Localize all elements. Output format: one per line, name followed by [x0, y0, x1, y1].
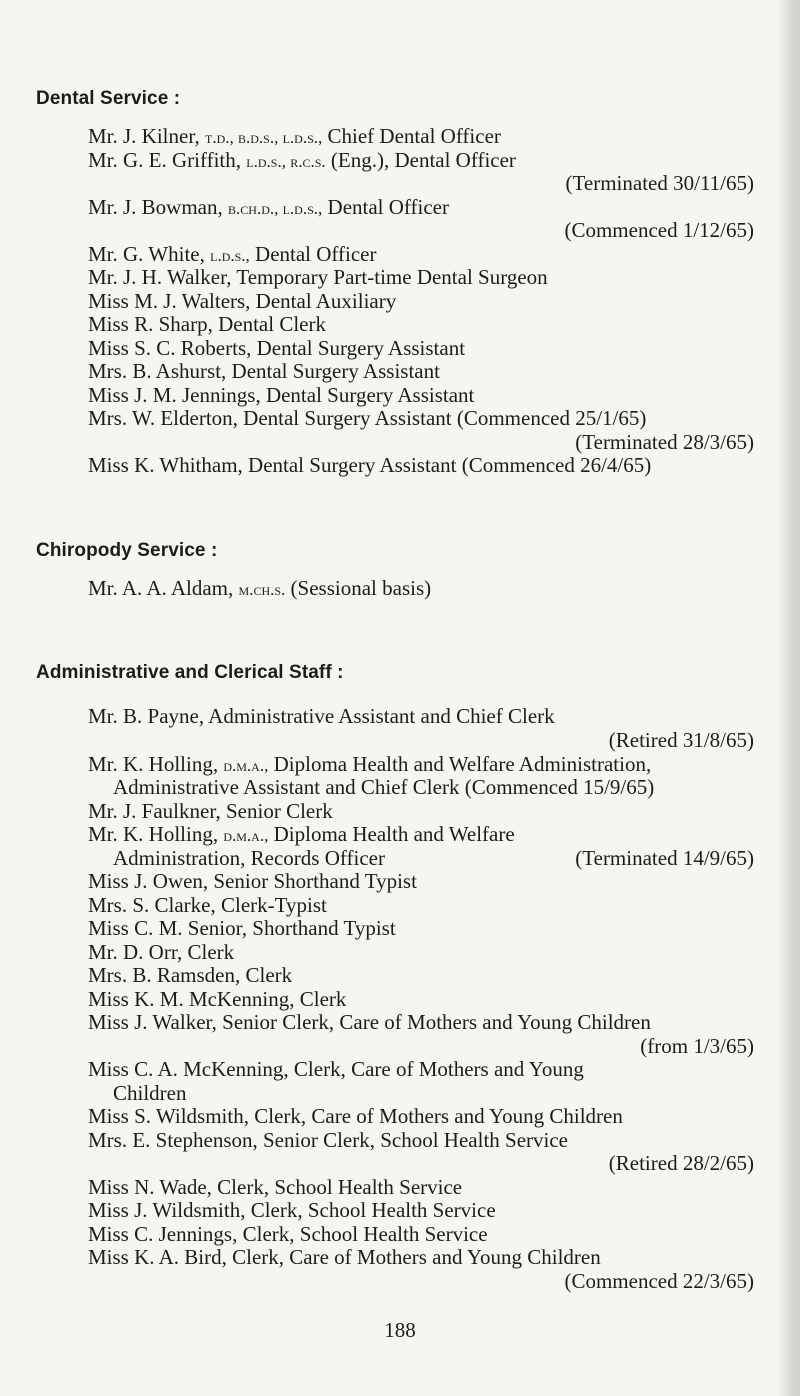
staff-line: Mrs. S. Clarke, Clerk-Typist	[88, 893, 327, 917]
staff-line: Miss K. Whitham, Dental Surgery Assistant (Commenced 26/4/65)	[88, 453, 652, 477]
staff-line: Mr. B. Payne, Administrative Assistant and Chief Clerk	[88, 704, 555, 728]
chiropody-service-heading: Chiropody Service :	[36, 540, 218, 561]
staff-line: Miss K. A. Bird, Clerk, Care of Mothers and Young Children	[88, 1245, 601, 1269]
staff-note: (Commenced 1/12/65)	[564, 218, 754, 242]
staff-line: Miss N. Wade, Clerk, School Health Service	[88, 1175, 463, 1199]
staff-line: Mr. J. Bowman, b.ch.d., l.d.s., Dental Officer	[88, 195, 449, 219]
staff-line: Mrs. W. Elderton, Dental Surgery Assistant (Commenced 25/1/65)	[88, 406, 647, 430]
staff-line: Miss J. Walker, Senior Clerk, Care of Mothers and Young Children	[88, 1010, 651, 1034]
staff-line: Mr. J. Faulkner, Senior Clerk	[88, 799, 333, 823]
staff-line: Miss J. Owen, Senior Shorthand Typist	[88, 869, 417, 893]
staff-line: Miss M. J. Walters, Dental Auxiliary	[88, 289, 397, 313]
staff-line: Miss S. Wildsmith, Clerk, Care of Mothers and Young Children	[88, 1104, 623, 1128]
page-number: 188	[384, 1318, 416, 1342]
staff-line-continued: Administrative Assistant and Chief Clerk (Commenced 15/9/65)	[113, 775, 655, 799]
staff-line: Miss R. Sharp, Dental Clerk	[88, 312, 326, 336]
staff-line: Mrs. B. Ramsden, Clerk	[88, 963, 293, 987]
staff-line: Miss C. M. Senior, Shorthand Typist	[88, 916, 396, 940]
staff-line: Miss C. Jennings, Clerk, School Health Service	[88, 1222, 488, 1246]
staff-line: Miss S. C. Roberts, Dental Surgery Assistant	[88, 336, 466, 360]
staff-line-continued: Administration, Records Officer	[113, 846, 385, 870]
staff-line-continued: Children	[113, 1081, 187, 1105]
staff-note: (Retired 31/8/65)	[608, 728, 754, 752]
staff-line: Mrs. E. Stephenson, Senior Clerk, School Health Service	[88, 1128, 569, 1152]
staff-line: Miss C. A. McKenning, Clerk, Care of Mothers and Young	[88, 1057, 584, 1081]
staff-line: Mr. J. H. Walker, Temporary Part-time Dental Surgeon	[88, 265, 548, 289]
staff-note: (Retired 28/2/65)	[608, 1151, 754, 1175]
staff-note: (Terminated 30/11/65)	[565, 171, 754, 195]
staff-line: Miss J. M. Jennings, Dental Surgery Assistant	[88, 383, 475, 407]
staff-line: Mr. G. E. Griffith, l.d.s., r.c.s. (Eng.), Dental Officer	[88, 148, 516, 172]
staff-line: Miss K. M. McKenning, Clerk	[88, 987, 347, 1011]
staff-line: Mr. K. Holling, d.m.a., Diploma Health and Welfare	[88, 822, 515, 846]
staff-note: (Commenced 22/3/65)	[564, 1269, 754, 1293]
staff-line: Mr. D. Orr, Clerk	[88, 940, 235, 964]
staff-line: Mr. A. A. Aldam, m.ch.s. (Sessional basis)	[88, 576, 432, 600]
staff-line: Mr. K. Holling, d.m.a., Diploma Health and Welfare Administration,	[88, 752, 652, 776]
staff-line: Miss J. Wildsmith, Clerk, School Health Service	[88, 1198, 496, 1222]
staff-note: (Terminated 28/3/65)	[575, 430, 754, 454]
staff-line: Mr. J. Kilner, t.d., b.d.s., l.d.s., Chief Dental Officer	[88, 124, 501, 148]
administrative-staff-heading: Administrative and Clerical Staff :	[36, 662, 344, 683]
staff-note: (from 1/3/65)	[640, 1034, 754, 1058]
staff-note: (Terminated 14/9/65)	[575, 846, 754, 870]
staff-line: Mrs. B. Ashurst, Dental Surgery Assistant	[88, 359, 440, 383]
dental-service-heading: Dental Service :	[36, 88, 181, 109]
page-edge-shadow	[778, 0, 800, 1396]
staff-line: Mr. G. White, l.d.s., Dental Officer	[88, 242, 377, 266]
